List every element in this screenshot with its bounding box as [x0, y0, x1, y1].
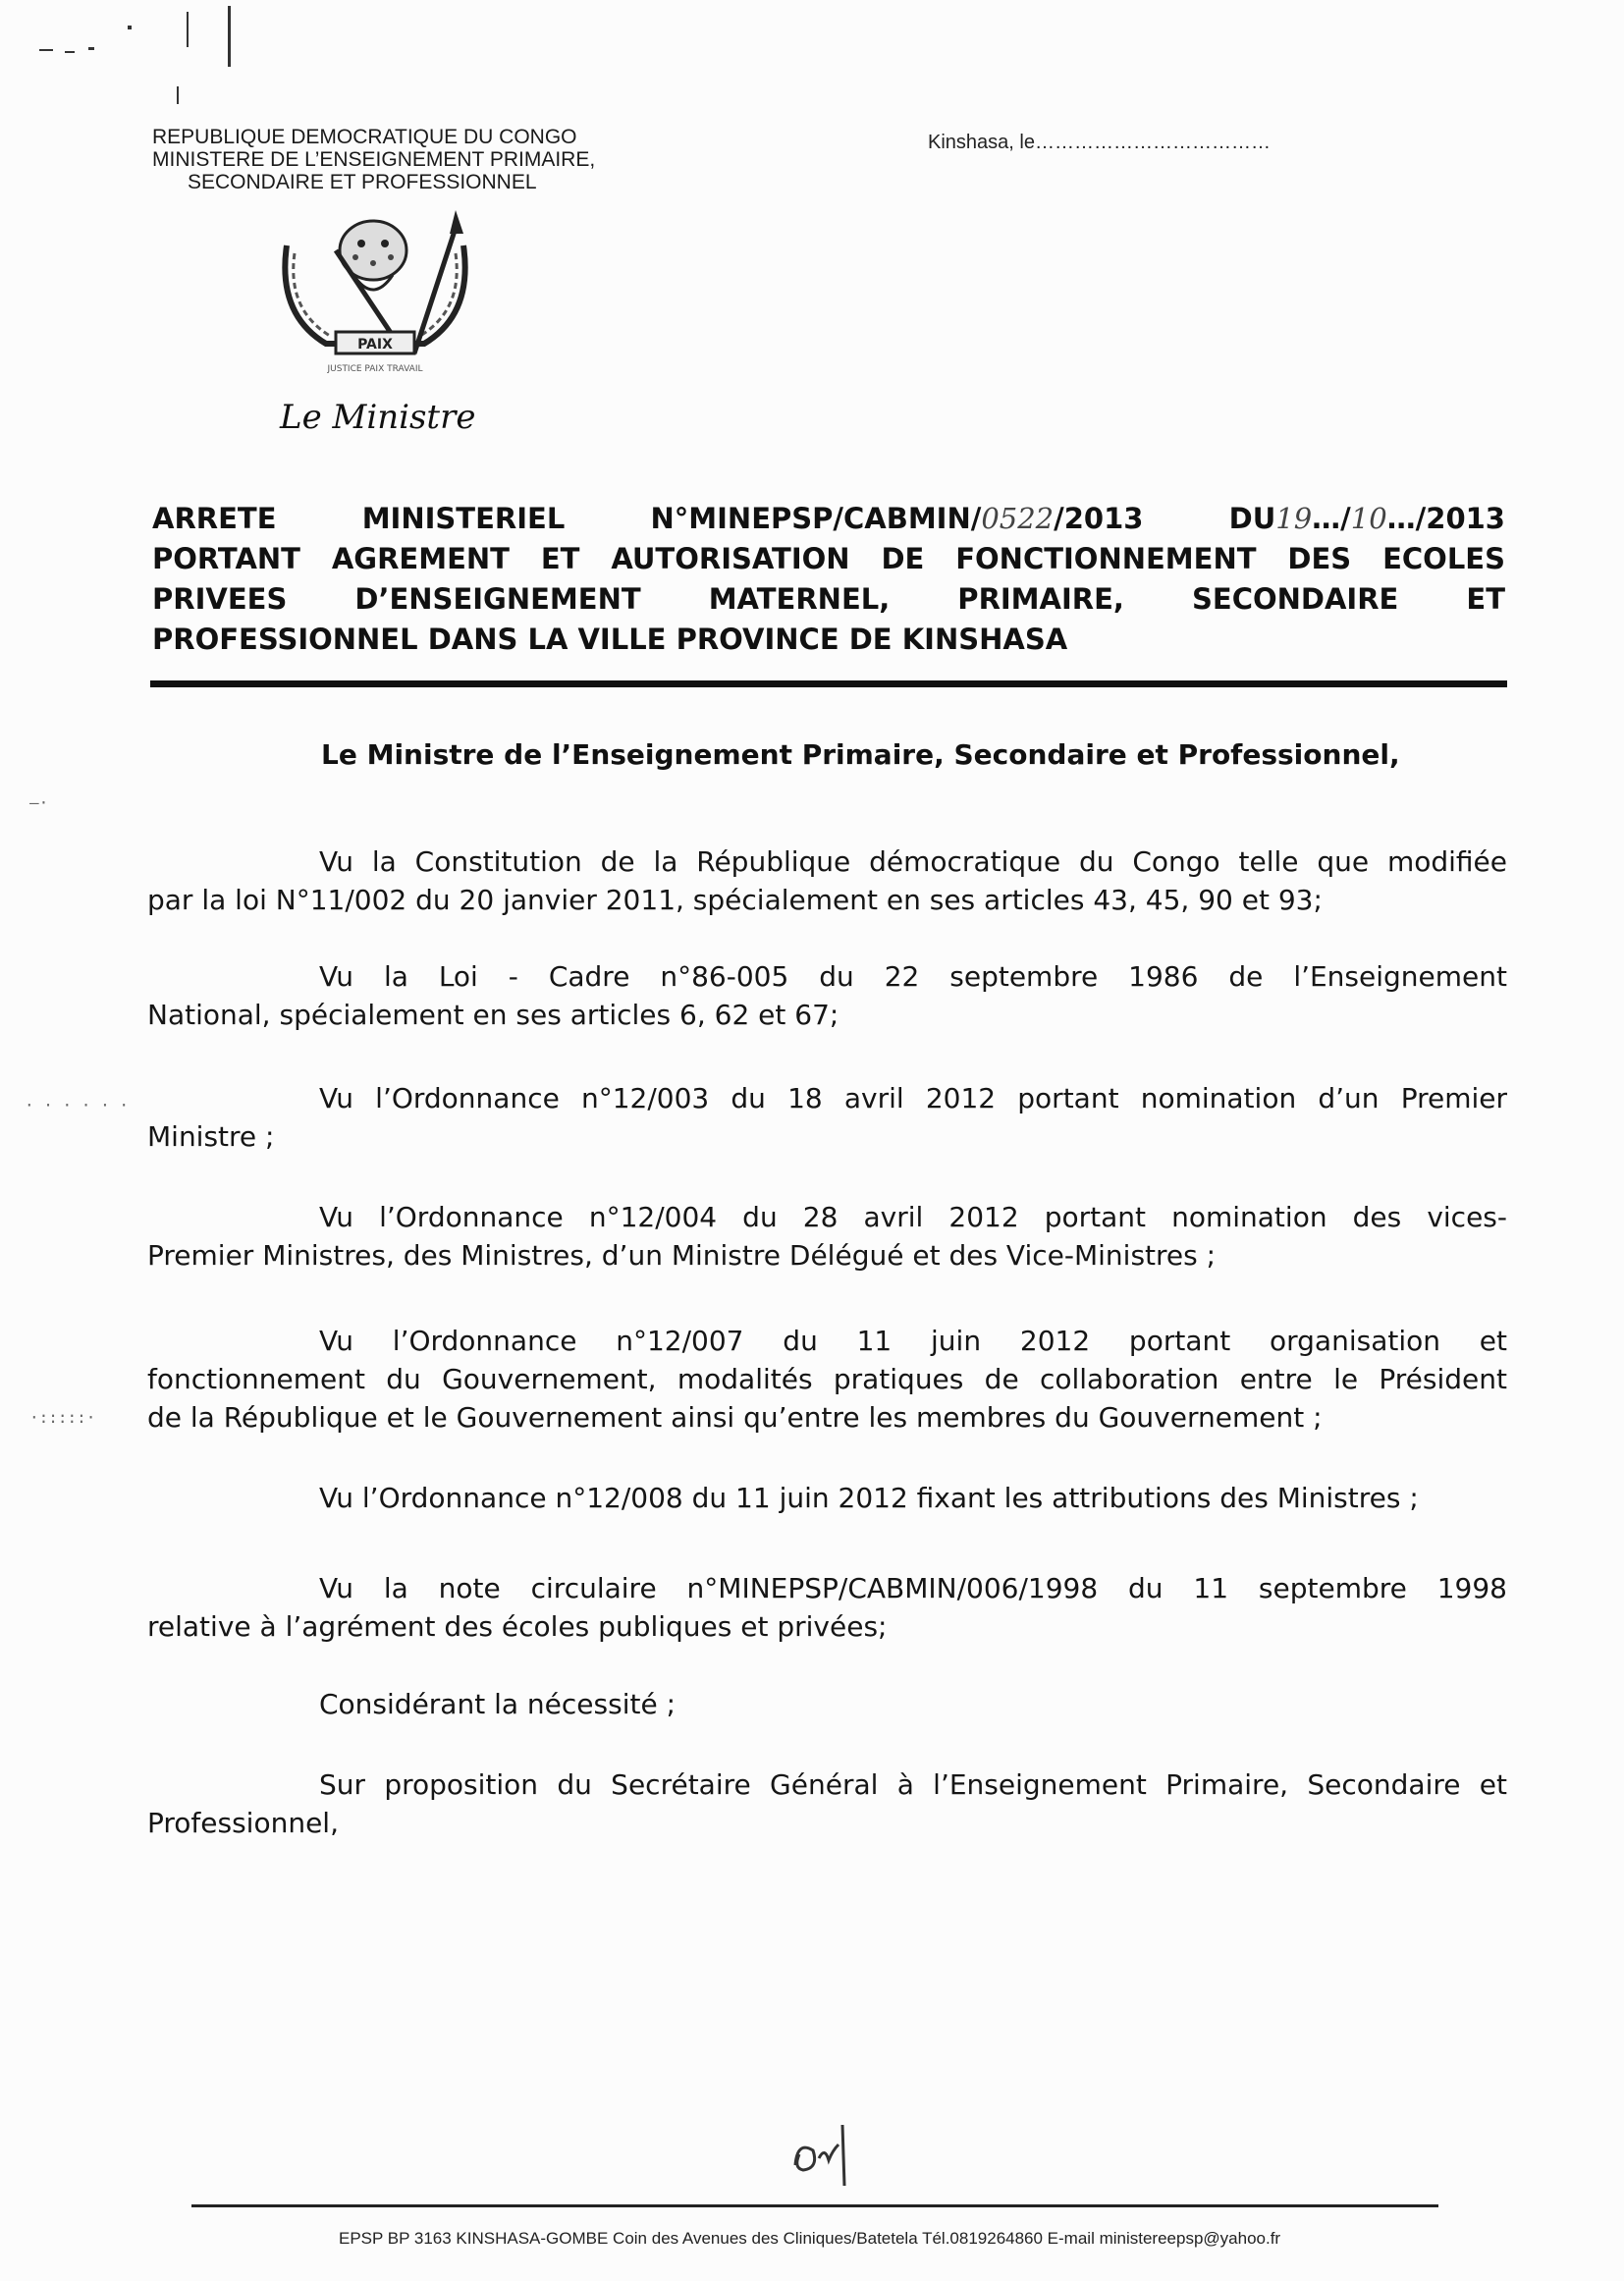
- handwritten-month: 10: [1350, 502, 1387, 535]
- coat-of-arms-emblem: [267, 206, 483, 373]
- place-and-date: Kinshasa, le………………………………: [928, 132, 1271, 153]
- decree-reference: [651, 502, 1144, 535]
- margin-scan-mark: · · · · · ·: [25, 1096, 129, 1114]
- decree-title-line4: PROFESSIONNEL DANS LA VILLE PROVINCE DE KINSHASA: [152, 623, 1068, 656]
- decree-title-line1: [152, 499, 1505, 539]
- decree-word-ministeriel: MINISTERIEL: [361, 502, 566, 535]
- ministry-name-line1: MINISTERE DE L’ENSEIGNEMENT PRIMAIRE,: [152, 148, 596, 171]
- decree-title-line3: PRIVEES D’ENSEIGNEMENT MATERNEL, PRIMAIRE, SECONDAIRE ET: [152, 582, 1505, 616]
- paragraph-line: de la République et le Gouvernement ainsi qu’entre les membres du Gouvernement ;: [147, 1401, 1323, 1434]
- paragraph-line: Vu la Loi - Cadre n°86-005 du 22 septembre 1986 de l’Enseignement: [319, 960, 1507, 993]
- preamble-paragraph: [147, 1479, 1507, 1517]
- paragraph-line: Ministre ;: [147, 1120, 275, 1153]
- decree-title: [152, 499, 1505, 660]
- decree-word-arrete: ARRETE: [152, 502, 277, 535]
- title-divider: [150, 680, 1507, 687]
- paragraph-line: Professionnel,: [147, 1807, 339, 1839]
- footer-divider: [191, 2204, 1438, 2207]
- decree-date-sep: …/: [1312, 502, 1351, 535]
- preamble-paragraph: [147, 957, 1507, 1034]
- decree-date-prefix: DU: [1228, 502, 1276, 535]
- preamble-paragraph: [147, 1765, 1507, 1842]
- emblem-motto: JUSTICE PAIX TRAVAIL: [327, 364, 423, 373]
- preamble-paragraph: [147, 1569, 1507, 1646]
- handwritten-decree-number: 0522: [981, 502, 1055, 535]
- decree-date: [1229, 502, 1505, 535]
- paragraph-line: Sur proposition du Secrétaire Général à l’Enseignement Primaire, Secondaire et: [319, 1768, 1507, 1801]
- decree-ref-prefix: N°MINEPSP/CABMIN/: [650, 502, 982, 535]
- paragraph-line: Vu l’Ordonnance n°12/004 du 28 avril 2012 portant nomination des vices-: [319, 1201, 1507, 1233]
- paragraph-line: fonctionnement du Gouvernement, modalités pratiques de collaboration entre le Président: [147, 1363, 1507, 1395]
- margin-scan-mark: ·:::::·: [29, 1408, 96, 1427]
- handwritten-day: 19: [1275, 502, 1313, 535]
- country-name: REPUBLIQUE DEMOCRATIQUE DU CONGO: [152, 126, 577, 148]
- ministry-name-line2: SECONDAIRE ET PROFESSIONNEL: [188, 171, 537, 193]
- preamble-paragraph: [147, 1685, 1507, 1723]
- emblem-banner-text: PAIX: [357, 337, 393, 353]
- paragraph-line: par la loi N°11/002 du 20 janvier 2011, spécialement en ses articles 43, 45, 90 et 93;: [147, 884, 1323, 916]
- paragraph-line: National, spécialement en ses articles 6, 62 et 67;: [147, 999, 839, 1031]
- issuer-header: [152, 126, 702, 193]
- paragraph-line: Vu l’Ordonnance n°12/008 du 11 juin 2012 fixant les attributions des Ministres ;: [319, 1482, 1419, 1514]
- paragraph-line: Premier Ministres, des Ministres, d’un Ministre Délégué et des Vice-Ministres ;: [147, 1239, 1217, 1272]
- margin-scan-mark: —·: [29, 793, 49, 812]
- paragraph-line: Vu l’Ordonnance n°12/003 du 18 avril 2012 portant nomination d’un Premier: [319, 1082, 1507, 1114]
- paragraph-line: Considérant la nécessité ;: [319, 1688, 677, 1720]
- paragraph-line: relative à l’agrément des écoles publiques et privées;: [147, 1610, 888, 1643]
- decree-date-year: …/2013: [1386, 502, 1505, 535]
- footer-address: EPSP BP 3163 KINSHASA-GOMBE Coin des Avenues des Cliniques/Batetela Tél.0819264860 E-mail ministereepsp@yahoo.fr: [339, 2229, 1281, 2248]
- preamble-paragraph: [147, 1322, 1507, 1437]
- preamble-paragraph: [147, 1079, 1507, 1156]
- decree-title-line2: PORTANT AGREMENT ET AUTORISATION DE FONCTIONNEMENT DES ECOLES: [152, 542, 1505, 575]
- handwritten-signature: [785, 2121, 874, 2190]
- minister-preamble: Le Ministre de l’Enseignement Primaire, Secondaire et Professionnel,: [321, 738, 1400, 771]
- paragraph-line: Vu la note circulaire n°MINEPSP/CABMIN/006/1998 du 11 septembre 1998: [319, 1572, 1507, 1604]
- paragraph-line: Vu la Constitution de la République démocratique du Congo telle que modifiée: [319, 845, 1507, 878]
- scan-artifacts: [39, 0, 314, 118]
- decree-ref-year: /2013: [1054, 502, 1144, 535]
- paragraph-line: Vu l’Ordonnance n°12/007 du 11 juin 2012 portant organisation et: [319, 1325, 1507, 1357]
- preamble-paragraph: [147, 842, 1507, 919]
- preamble-paragraph: [147, 1198, 1507, 1275]
- minister-title: Le Ministre: [280, 398, 476, 437]
